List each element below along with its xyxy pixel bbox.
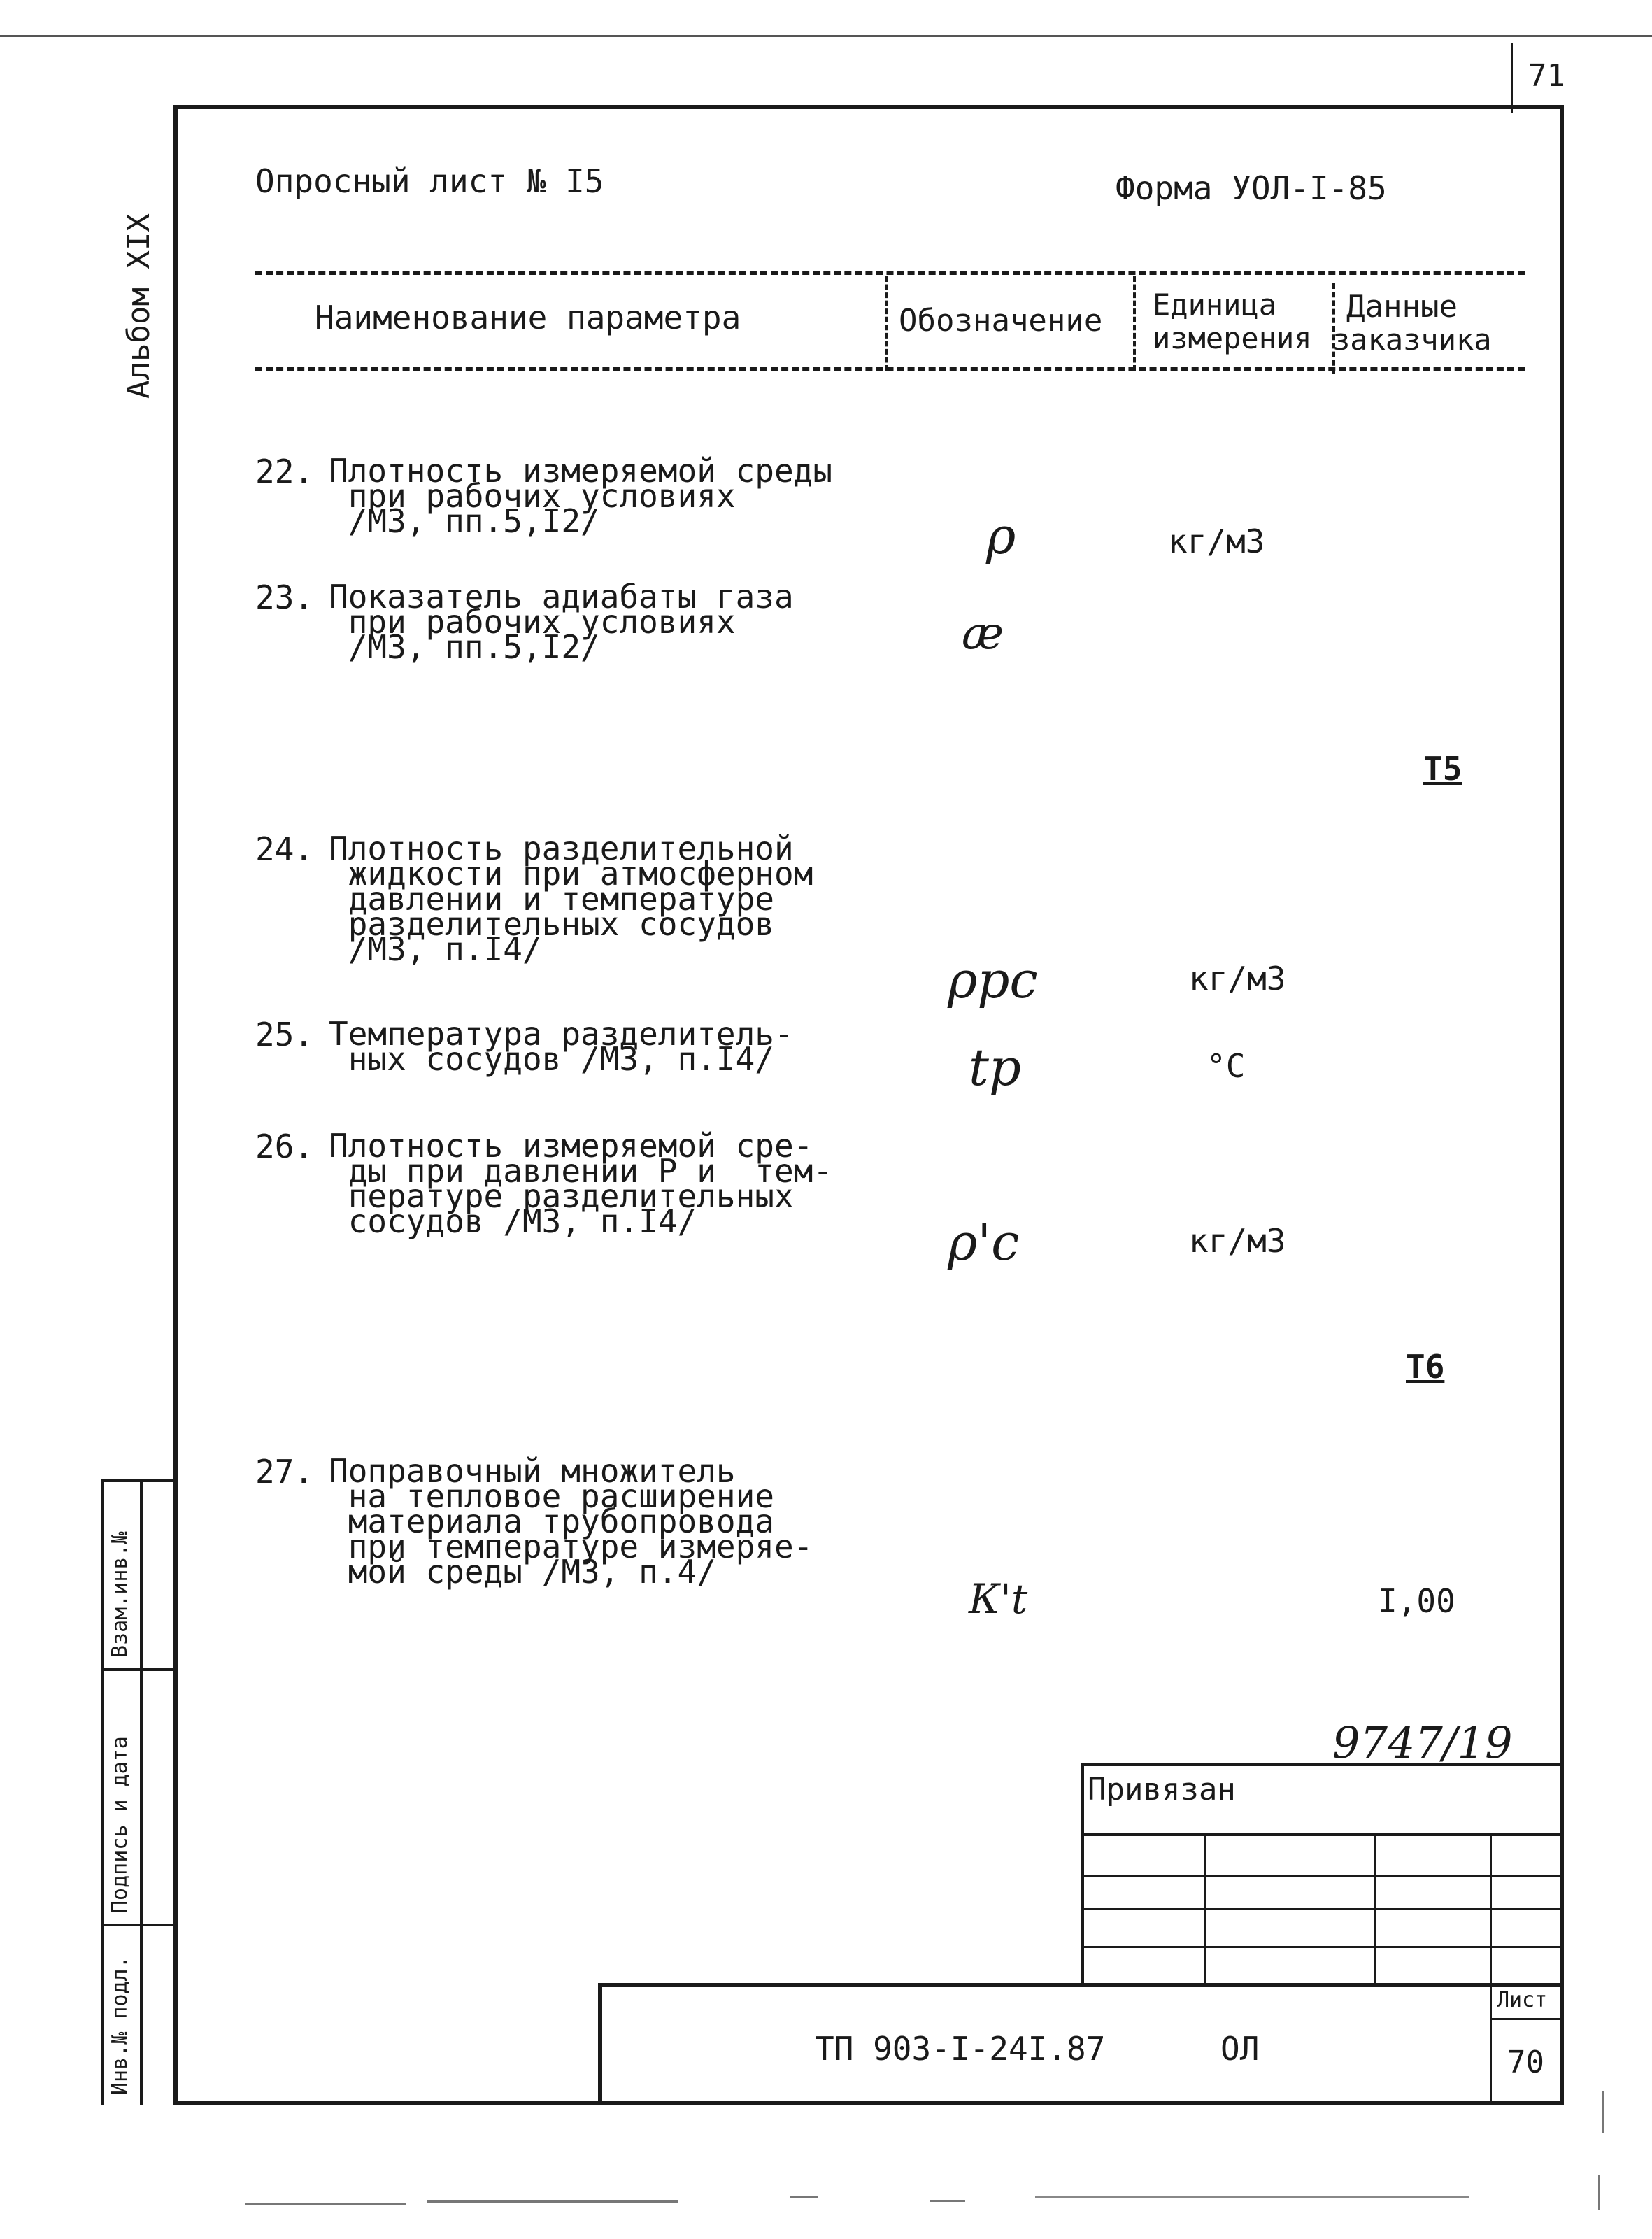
item-symbol: К't — [969, 1575, 1028, 1623]
sheet-number: 70 — [1507, 2045, 1544, 2080]
margin-box-mid — [140, 1479, 143, 2105]
bottom-artifact — [930, 2200, 965, 2202]
bound-col-3 — [1490, 1833, 1492, 1986]
item-text: Плотность измеряемой среды при рабочих условиях /МЗ, пп.5,I2/ — [329, 452, 833, 540]
marker-t6: Т6 — [1406, 1348, 1445, 1386]
margin-box-top — [101, 1479, 175, 1482]
bound-label: Привязан — [1088, 1772, 1236, 1807]
document-type: ОЛ — [1220, 2030, 1260, 2068]
item-symbol: tр — [969, 1038, 1022, 1097]
right-artifact — [1602, 2091, 1604, 2133]
marker-t5: Т5 — [1423, 750, 1462, 788]
header-sep-1 — [885, 276, 888, 371]
bottom-artifact — [245, 2203, 406, 2205]
item-text: Поправочный множитель на тепловое расширение материала трубопровода при температуре измеряе- мой среды /МЗ, п.4/ — [329, 1452, 813, 1591]
sheet-cell-divider — [1490, 2018, 1564, 2020]
right-artifact — [1598, 2175, 1600, 2210]
item-number: 26. — [255, 1128, 314, 1165]
margin-sep-1 — [101, 1668, 175, 1671]
margin-inv-original: Инв.№ подл. — [108, 1956, 132, 2095]
sheet-number-top: 71 — [1528, 58, 1565, 94]
item-unit: кг/мЗ — [1168, 523, 1265, 560]
sheet-label: Лист — [1497, 1988, 1548, 2012]
column-symbol: Обозначение — [899, 303, 1103, 339]
margin-signature-date: Подпись и дата — [108, 1736, 132, 1913]
bottom-artifact — [1035, 2196, 1469, 2198]
item-number: 24. — [255, 830, 314, 868]
item-number: 25. — [255, 1016, 314, 1053]
item-text: Плотность разделительной жидкости при атмосферном давлении и температуре разделительных сосудов /МЗ, п.I4/ — [329, 830, 813, 968]
item-unit: кг/мЗ — [1189, 1222, 1286, 1260]
column-unit-1: Единица — [1153, 287, 1277, 322]
sheet-cell-left — [1490, 1983, 1492, 2105]
item-number: 23. — [255, 578, 314, 616]
margin-box-left — [101, 1479, 104, 2105]
item-symbol: ρрс — [948, 951, 1038, 1009]
margin-sep-2 — [101, 1924, 175, 1926]
bottom-artifact — [790, 2196, 818, 2198]
item-unit: кг/мЗ — [1189, 960, 1286, 997]
item-number: 22. — [255, 453, 314, 490]
header-sep-2 — [1133, 276, 1136, 371]
column-unit-2: измерения — [1153, 321, 1312, 355]
header-top-dash — [255, 271, 1525, 275]
top-rule — [0, 35, 1652, 37]
form-title: Опросный лист № I5 — [255, 162, 604, 200]
margin-replaced-inv: Взам.инв.№ — [108, 1531, 132, 1658]
bound-col-2 — [1374, 1833, 1376, 1986]
bottom-artifact — [427, 2200, 678, 2203]
column-customer-2: заказчика — [1332, 322, 1492, 357]
item-number: 27. — [255, 1453, 314, 1491]
handwritten-number: 9747/19 — [1332, 1717, 1513, 1768]
item-symbol: ρ — [986, 506, 1016, 565]
item-text: Показатель адиабаты газа при рабочих условиях /МЗ, пп.5,I2/ — [329, 578, 794, 666]
item-text: Температура разделитель- ных сосудов /МЗ, п.I4/ — [329, 1015, 794, 1078]
item-symbol: ρ'с — [948, 1213, 1020, 1272]
document-code: ТП 903-I-24I.87 — [815, 2030, 1106, 2068]
item-value: I,00 — [1378, 1582, 1455, 1620]
item-text: Плотность измеряемой сре- ды при давлении Р и тем- пературе разделительных сосудов /МЗ, п.I4/ — [329, 1127, 833, 1240]
form-code: Форма УОЛ-I-85 — [1116, 169, 1387, 207]
item-symbol: æ — [962, 608, 1004, 660]
column-customer-1: Данные — [1346, 289, 1458, 325]
bound-col-1 — [1204, 1833, 1206, 1986]
item-unit: °С — [1206, 1047, 1246, 1085]
top-number-box-left — [1511, 43, 1513, 113]
column-name: Наименование параметра — [315, 299, 741, 336]
side-label: Альбом XIX — [121, 213, 157, 399]
